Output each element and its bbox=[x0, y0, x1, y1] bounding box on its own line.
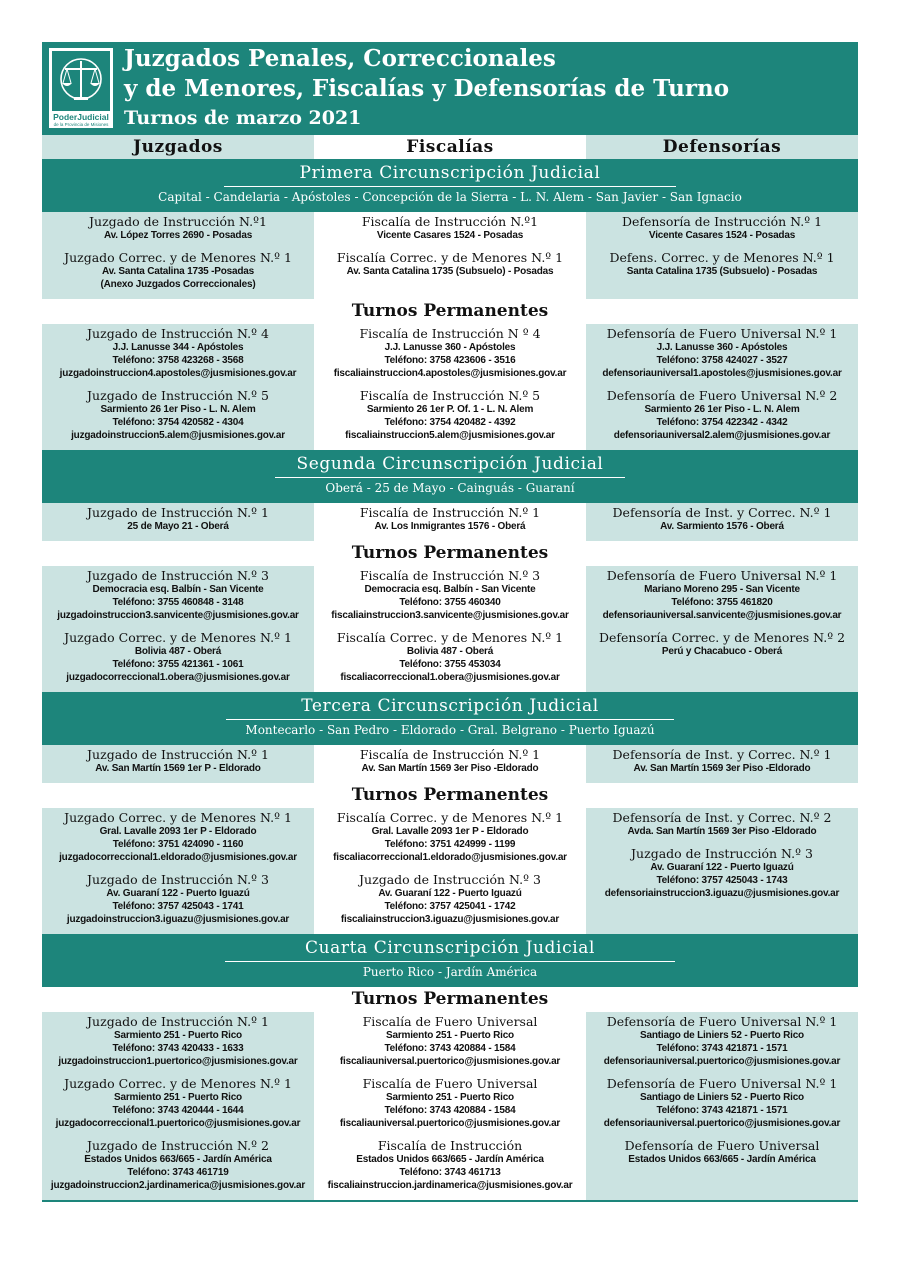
office-entry bbox=[314, 1076, 586, 1130]
office-phone: Teléfono: 3757 425043 - 1741 bbox=[112, 901, 244, 912]
office-address: Santiago de Liniers 52 - Puerto Rico bbox=[640, 1030, 804, 1041]
office-address: Bolivia 487 - Oberá bbox=[406, 646, 494, 657]
turnos-sheet bbox=[42, 42, 858, 1202]
office-email: fiscaliacorreccional1.eldorado@jusmisiones.gov.ar bbox=[333, 852, 567, 863]
office-email: defensoriainstruccion3.iguazu@jusmisiones.gov.ar bbox=[604, 888, 840, 899]
office-phone: Teléfono: 3754 420482 - 4392 bbox=[384, 417, 516, 428]
poder-judicial-logo bbox=[48, 47, 114, 129]
office-email: fiscaliauniversal.puertorico@jusmisiones.gov.ar bbox=[339, 1118, 561, 1129]
office-email: juzgadoinstruccion5.alem@jusmisiones.gov.ar bbox=[71, 430, 285, 441]
office-entry bbox=[42, 388, 314, 442]
office-name: Fiscalía de Instrucción N.º 1 bbox=[359, 747, 541, 762]
office-name: Juzgado de Instrucción N.º 2 bbox=[87, 1138, 269, 1153]
office-address: Vicente Casares 1524 - Posadas bbox=[648, 230, 796, 241]
office-address: Mariano Moreno 295 - San Vicente bbox=[644, 584, 800, 595]
office-name: Juzgado Correc. y de Menores N.º 1 bbox=[64, 630, 292, 645]
office-email: fiscaliainstruccion3.iguazu@jusmisiones.gov.ar bbox=[340, 914, 560, 925]
office-address: (Anexo Juzgados Correccionales) bbox=[100, 279, 256, 290]
office-entry bbox=[586, 747, 858, 775]
office-name: Fiscalía de Instrucción bbox=[377, 1138, 523, 1153]
office-email: defensoriauniversal1.apostoles@jusmisiones.gov.ar bbox=[602, 368, 842, 379]
entries-row bbox=[42, 1012, 858, 1200]
office-address: Democracia esq. Balbín - San Vicente bbox=[92, 584, 264, 595]
office-address: Estados Unidos 663/665 - Jardín América bbox=[628, 1154, 816, 1165]
office-phone: Teléfono: 3754 420582 - 4304 bbox=[112, 417, 244, 428]
office-name: Defensoría de Inst. y Correc. N.º 1 bbox=[612, 747, 832, 762]
office-address: 25 de Mayo 21 - Oberá bbox=[127, 521, 229, 532]
defensoria-column bbox=[586, 566, 858, 692]
office-address: Estados Unidos 663/665 - Jardín América bbox=[356, 1154, 544, 1165]
office-entry bbox=[586, 1014, 858, 1068]
title-underline bbox=[226, 719, 674, 720]
entries-row bbox=[42, 808, 858, 934]
logo-sublabel: de la Provincia de Misiones bbox=[53, 122, 109, 127]
office-entry bbox=[42, 505, 314, 533]
office-address: Sarmiento 251 - Puerto Rico bbox=[386, 1030, 514, 1041]
office-address: Av. San Martín 1569 3er Piso -Eldorado bbox=[361, 763, 539, 774]
turnos-permanentes-band bbox=[42, 987, 858, 1012]
office-email: juzgadocorreccional1.puertorico@jusmisiones.gov.ar bbox=[55, 1118, 301, 1129]
office-entry bbox=[314, 872, 586, 926]
office-entry bbox=[586, 630, 858, 658]
office-address: Av. San Martín 1569 3er Piso -Eldorado bbox=[633, 763, 811, 774]
juzgado-column bbox=[42, 212, 314, 299]
office-phone: Teléfono: 3755 461820 bbox=[671, 597, 773, 608]
office-email: fiscaliauniversal.puertorico@jusmisiones.gov.ar bbox=[339, 1056, 561, 1067]
office-entry bbox=[314, 326, 586, 380]
office-name: Juzgado Correc. y de Menores N.º 1 bbox=[64, 810, 292, 825]
circ4-section bbox=[42, 934, 858, 1200]
office-name: Juzgado Correc. y de Menores N.º 1 bbox=[64, 250, 292, 265]
office-phone: Teléfono: 3751 424090 - 1160 bbox=[112, 839, 244, 850]
office-address: Sarmiento 26 1er Piso - L. N. Alem bbox=[644, 404, 800, 415]
office-email: juzgadocorreccional1.eldorado@jusmisiones.gov.ar bbox=[59, 852, 297, 863]
juzgado-column bbox=[42, 503, 314, 541]
office-entry bbox=[314, 214, 586, 242]
office-name: Fiscalía de Instrucción N.º 3 bbox=[359, 568, 541, 583]
office-address: Sarmiento 251 - Puerto Rico bbox=[114, 1092, 242, 1103]
turnos-permanentes-label: Turnos Permanentes bbox=[42, 783, 858, 808]
fiscalia-column bbox=[314, 1012, 586, 1200]
office-phone: Teléfono: 3755 460340 bbox=[399, 597, 501, 608]
office-name: Juzgado Correc. y de Menores N.º 1 bbox=[64, 1076, 292, 1091]
office-name: Defensoría de Fuero Universal N.º 1 bbox=[606, 326, 838, 341]
office-entry bbox=[314, 568, 586, 622]
turnos-permanentes-band bbox=[42, 541, 858, 566]
office-name: Defensoría de Fuero Universal N.º 1 bbox=[606, 1076, 838, 1091]
office-address: Av. López Torres 2690 - Posadas bbox=[103, 230, 253, 241]
office-phone: Teléfono: 3755 421361 - 1061 bbox=[112, 659, 244, 670]
scales-of-justice-icon bbox=[57, 55, 105, 107]
office-address: J.J. Lanusse 344 - Apóstoles bbox=[112, 342, 244, 353]
office-name: Juzgado de Instrucción N.º 4 bbox=[87, 326, 269, 341]
office-address: Santiago de Liniers 52 - Puerto Rico bbox=[640, 1092, 804, 1103]
office-name: Juzgado de Instrucción N.º 5 bbox=[87, 388, 269, 403]
juzgado-column bbox=[42, 566, 314, 692]
office-entry bbox=[586, 326, 858, 380]
office-name: Juzgado de Instrucción N.º 3 bbox=[87, 568, 269, 583]
office-email: juzgadoinstruccion2.jardinamerica@jusmisiones.gov.ar bbox=[50, 1180, 306, 1191]
office-phone: Teléfono: 3751 424999 - 1199 bbox=[384, 839, 516, 850]
office-name: Defensoría de Fuero Universal N.º 1 bbox=[606, 568, 838, 583]
office-email: fiscaliainstruccion3.sanvicente@jusmisiones.gov.ar bbox=[331, 610, 569, 621]
office-address: Av. Sarmiento 1576 - Oberá bbox=[660, 521, 784, 532]
office-phone: Teléfono: 3743 461719 bbox=[127, 1167, 229, 1178]
office-name: Defensoría de Instrucción N.º 1 bbox=[621, 214, 823, 229]
defensoria-column bbox=[586, 1012, 858, 1200]
entries-row bbox=[42, 212, 858, 299]
office-entry bbox=[586, 846, 858, 900]
office-entry bbox=[42, 872, 314, 926]
fiscalia-column bbox=[314, 503, 586, 541]
office-name: Defensoría de Fuero Universal bbox=[624, 1138, 820, 1153]
circ1-section bbox=[42, 159, 858, 450]
office-phone: Teléfono: 3743 421871 - 1571 bbox=[656, 1105, 788, 1116]
office-email: juzgadoinstruccion1.puertorico@jusmisiones.gov.ar bbox=[58, 1056, 298, 1067]
office-name: Fiscalía Correc. y de Menores N.º 1 bbox=[336, 250, 564, 265]
page-title-line2: y de Menores, Fiscalías y Defensorías de Turno bbox=[124, 75, 730, 102]
office-address: Av. Guaraní 122 - Puerto Iguazú bbox=[650, 862, 794, 873]
turnos-permanentes-label: Turnos Permanentes bbox=[42, 541, 858, 566]
office-name: Juzgado de Instrucción N.º 3 bbox=[359, 872, 541, 887]
circunscripcion-places: Puerto Rico - Jardín América bbox=[362, 965, 538, 979]
office-address: Sarmiento 26 1er P. Of. 1 - L. N. Alem bbox=[366, 404, 534, 415]
office-name: Fiscalía de Instrucción N.º 1 bbox=[359, 505, 541, 520]
office-email: juzgadoinstruccion4.apostoles@jusmisiones.gov.ar bbox=[59, 368, 297, 379]
office-name: Juzgado de Instrucción N.º 3 bbox=[87, 872, 269, 887]
office-address: Av. Los Inmigrantes 1576 - Oberá bbox=[374, 521, 526, 532]
office-entry bbox=[42, 326, 314, 380]
circunscripcion-title: Cuarta Circunscripción Judicial bbox=[304, 938, 596, 958]
defensoria-column bbox=[586, 212, 858, 299]
office-email: fiscaliainstruccion4.apostoles@jusmisiones.gov.ar bbox=[333, 368, 567, 379]
column-header-fiscalias: Fiscalías bbox=[314, 135, 586, 159]
column-header-juzgados: Juzgados bbox=[42, 135, 314, 159]
office-entry bbox=[314, 505, 586, 533]
office-phone: Teléfono: 3743 461713 bbox=[399, 1167, 501, 1178]
office-address: Vicente Casares 1524 - Posadas bbox=[376, 230, 524, 241]
office-address: Avda. San Martín 1569 3er Piso -Eldorado bbox=[627, 826, 817, 837]
office-name: Fiscalía de Instrucción N.º1 bbox=[361, 214, 539, 229]
circunscripcion-places: Montecarlo - San Pedro - Eldorado - Gral. Belgrano - Puerto Iguazú bbox=[245, 723, 655, 737]
fiscalia-column bbox=[314, 212, 586, 299]
office-entry bbox=[586, 388, 858, 442]
title-underline bbox=[224, 186, 676, 187]
office-name: Juzgado de Instrucción N.º 1 bbox=[87, 1014, 269, 1029]
office-name: Juzgado de Instrucción N.º 1 bbox=[87, 505, 269, 520]
office-email: defensoriauniversal.puertorico@jusmisiones.gov.ar bbox=[603, 1118, 841, 1129]
office-entry bbox=[586, 505, 858, 533]
turnos-permanentes-label: Turnos Permanentes bbox=[42, 987, 858, 1012]
office-email: juzgadoinstruccion3.iguazu@jusmisiones.gov.ar bbox=[66, 914, 290, 925]
title-underline bbox=[225, 961, 675, 962]
office-address: Av. Guaraní 122 - Puerto Iguazú bbox=[378, 888, 522, 899]
circunscripciones bbox=[42, 159, 858, 1200]
office-phone: Teléfono: 3757 425041 - 1742 bbox=[384, 901, 516, 912]
circunscripcion-band bbox=[42, 159, 858, 212]
office-entry bbox=[314, 1014, 586, 1068]
office-email: juzgadoinstruccion3.sanvicente@jusmisiones.gov.ar bbox=[57, 610, 299, 621]
office-address: Sarmiento 251 - Puerto Rico bbox=[114, 1030, 242, 1041]
office-address: Bolivia 487 - Oberá bbox=[134, 646, 222, 657]
office-phone: Teléfono: 3743 420884 - 1584 bbox=[384, 1105, 516, 1116]
office-phone: Teléfono: 3757 425043 - 1743 bbox=[656, 875, 788, 886]
logo-label: PoderJudicial bbox=[53, 112, 109, 122]
office-address: Perú y Chacabuco - Oberá bbox=[661, 646, 783, 657]
juzgado-column bbox=[42, 324, 314, 450]
turnos-permanentes-band bbox=[42, 783, 858, 808]
office-phone: Teléfono: 3758 424027 - 3527 bbox=[656, 355, 788, 366]
turnos-permanentes-label: Turnos Permanentes bbox=[42, 299, 858, 324]
office-entry bbox=[42, 747, 314, 775]
office-entry bbox=[42, 250, 314, 291]
office-entry bbox=[42, 1138, 314, 1192]
fiscalia-column bbox=[314, 745, 586, 783]
circunscripcion-places: Oberá - 25 de Mayo - Cainguás - Guaraní bbox=[325, 481, 575, 495]
juzgado-column bbox=[42, 808, 314, 934]
fiscalia-column bbox=[314, 566, 586, 692]
office-name: Juzgado de Instrucción N.º 3 bbox=[631, 846, 813, 861]
office-phone: Teléfono: 3743 420444 - 1644 bbox=[112, 1105, 244, 1116]
office-entry bbox=[314, 747, 586, 775]
office-entry bbox=[586, 1138, 858, 1166]
office-entry bbox=[314, 388, 586, 442]
office-address: J.J. Lanusse 360 - Apóstoles bbox=[384, 342, 516, 353]
office-email: defensoriauniversal.sanvicente@jusmisiones.gov.ar bbox=[602, 610, 842, 621]
entries-row bbox=[42, 745, 858, 783]
office-phone: Teléfono: 3743 420884 - 1584 bbox=[384, 1043, 516, 1054]
office-address: Sarmiento 26 1er Piso - L. N. Alem bbox=[100, 404, 256, 415]
office-name: Juzgado de Instrucción N.º 1 bbox=[87, 747, 269, 762]
office-name: Fiscalía de Fuero Universal bbox=[362, 1014, 538, 1029]
office-address: Gral. Lavalle 2093 1er P - Eldorado bbox=[99, 826, 257, 837]
office-name: Defens. Correc. y de Menores N.º 1 bbox=[609, 250, 835, 265]
office-entry bbox=[314, 250, 586, 278]
office-email: fiscaliainstruccion.jardinamerica@jusmisiones.gov.ar bbox=[327, 1180, 573, 1191]
office-phone: Teléfono: 3755 453034 bbox=[399, 659, 501, 670]
defensoria-column bbox=[586, 808, 858, 934]
office-phone: Teléfono: 3754 422342 - 4342 bbox=[656, 417, 788, 428]
office-address: Estados Unidos 663/665 - Jardín América bbox=[84, 1154, 272, 1165]
office-phone: Teléfono: 3755 460848 - 3148 bbox=[112, 597, 244, 608]
office-entry bbox=[42, 810, 314, 864]
office-address: Av. San Martín 1569 1er P - Eldorado bbox=[95, 763, 261, 774]
fiscalia-column bbox=[314, 324, 586, 450]
entries-row bbox=[42, 566, 858, 692]
defensoria-column bbox=[586, 745, 858, 783]
office-entry bbox=[586, 214, 858, 242]
office-entry bbox=[314, 810, 586, 864]
turnos-permanentes-band bbox=[42, 299, 858, 324]
office-email: fiscaliainstruccion5.alem@jusmisiones.gov.ar bbox=[345, 430, 555, 441]
column-headers bbox=[42, 135, 858, 159]
office-address: Av. Guaraní 122 - Puerto Iguazú bbox=[106, 888, 250, 899]
office-entry bbox=[586, 1076, 858, 1130]
office-name: Fiscalía de Fuero Universal bbox=[362, 1076, 538, 1091]
fiscalia-column bbox=[314, 808, 586, 934]
circunscripcion-title: Primera Circunscripción Judicial bbox=[299, 163, 601, 183]
office-name: Fiscalía de Instrucción N º 4 bbox=[359, 326, 541, 341]
circunscripcion-title: Segunda Circunscripción Judicial bbox=[296, 454, 604, 474]
office-address: J.J. Lanusse 360 - Apóstoles bbox=[656, 342, 788, 353]
office-entry bbox=[586, 810, 858, 838]
defensoria-column bbox=[586, 324, 858, 450]
circunscripcion-band bbox=[42, 692, 858, 745]
office-phone: Teléfono: 3743 421871 - 1571 bbox=[656, 1043, 788, 1054]
office-address: Democracia esq. Balbín - San Vicente bbox=[364, 584, 536, 595]
office-phone: Teléfono: 3758 423268 - 3568 bbox=[112, 355, 244, 366]
defensoria-column bbox=[586, 503, 858, 541]
office-address: Av. Santa Catalina 1735 (Subsuelo) - Posadas bbox=[346, 266, 554, 277]
juzgado-column bbox=[42, 1012, 314, 1200]
office-name: Defensoría de Inst. y Correc. N.º 1 bbox=[612, 505, 832, 520]
circunscripcion-band bbox=[42, 450, 858, 503]
circunscripcion-band bbox=[42, 934, 858, 987]
office-address: Sarmiento 251 - Puerto Rico bbox=[386, 1092, 514, 1103]
entries-row bbox=[42, 503, 858, 541]
office-email: fiscaliacorreccional1.obera@jusmisiones.gov.ar bbox=[340, 672, 560, 683]
office-name: Fiscalía Correc. y de Menores N.º 1 bbox=[336, 810, 564, 825]
office-name: Defensoría de Fuero Universal N.º 1 bbox=[606, 1014, 838, 1029]
page-title-line1: Juzgados Penales, Correccionales bbox=[124, 45, 556, 72]
entries-row bbox=[42, 324, 858, 450]
office-address: Gral. Lavalle 2093 1er P - Eldorado bbox=[371, 826, 529, 837]
column-header-defensorias: Defensorías bbox=[586, 135, 858, 159]
office-entry bbox=[42, 1014, 314, 1068]
office-address: Santa Catalina 1735 (Subsuelo) - Posadas bbox=[626, 266, 818, 277]
office-name: Juzgado de Instrucción N.º1 bbox=[89, 214, 267, 229]
office-name: Defensoría de Inst. y Correc. N.º 2 bbox=[612, 810, 832, 825]
office-name: Fiscalía de Instrucción N.º 5 bbox=[359, 388, 541, 403]
office-entry bbox=[586, 250, 858, 278]
office-phone: Teléfono: 3758 423606 - 3516 bbox=[384, 355, 516, 366]
office-email: juzgadocorreccional1.obera@jusmisiones.gov.ar bbox=[66, 672, 290, 683]
office-name: Fiscalía Correc. y de Menores N.º 1 bbox=[336, 630, 564, 645]
page-subtitle: Turnos de marzo 2021 bbox=[124, 107, 362, 129]
office-phone: Teléfono: 3743 420433 - 1633 bbox=[112, 1043, 244, 1054]
office-entry bbox=[42, 214, 314, 242]
circ2-section bbox=[42, 450, 858, 692]
juzgado-column bbox=[42, 745, 314, 783]
office-entry bbox=[42, 630, 314, 684]
circ3-section bbox=[42, 692, 858, 934]
office-email: defensoriauniversal2.alem@jusmisiones.gov.ar bbox=[613, 430, 831, 441]
office-entry bbox=[314, 1138, 586, 1192]
office-entry bbox=[586, 568, 858, 622]
office-address: Av. Santa Catalina 1735 -Posadas bbox=[101, 266, 254, 277]
office-entry bbox=[42, 1076, 314, 1130]
bottom-rule bbox=[42, 1200, 858, 1202]
office-entry bbox=[42, 568, 314, 622]
office-name: Defensoría Correc. y de Menores N.º 2 bbox=[598, 630, 846, 645]
circunscripcion-places: Capital - Candelaria - Apóstoles - Concepción de la Sierra - L. N. Alem - San Javier - San Ignacio bbox=[158, 190, 742, 204]
office-email: defensoriauniversal.puertorico@jusmisiones.gov.ar bbox=[603, 1056, 841, 1067]
circunscripcion-title: Tercera Circunscripción Judicial bbox=[301, 696, 599, 716]
header-banner bbox=[42, 42, 858, 135]
title-underline bbox=[275, 477, 625, 478]
office-entry bbox=[314, 630, 586, 684]
office-name: Defensoría de Fuero Universal N.º 2 bbox=[606, 388, 838, 403]
